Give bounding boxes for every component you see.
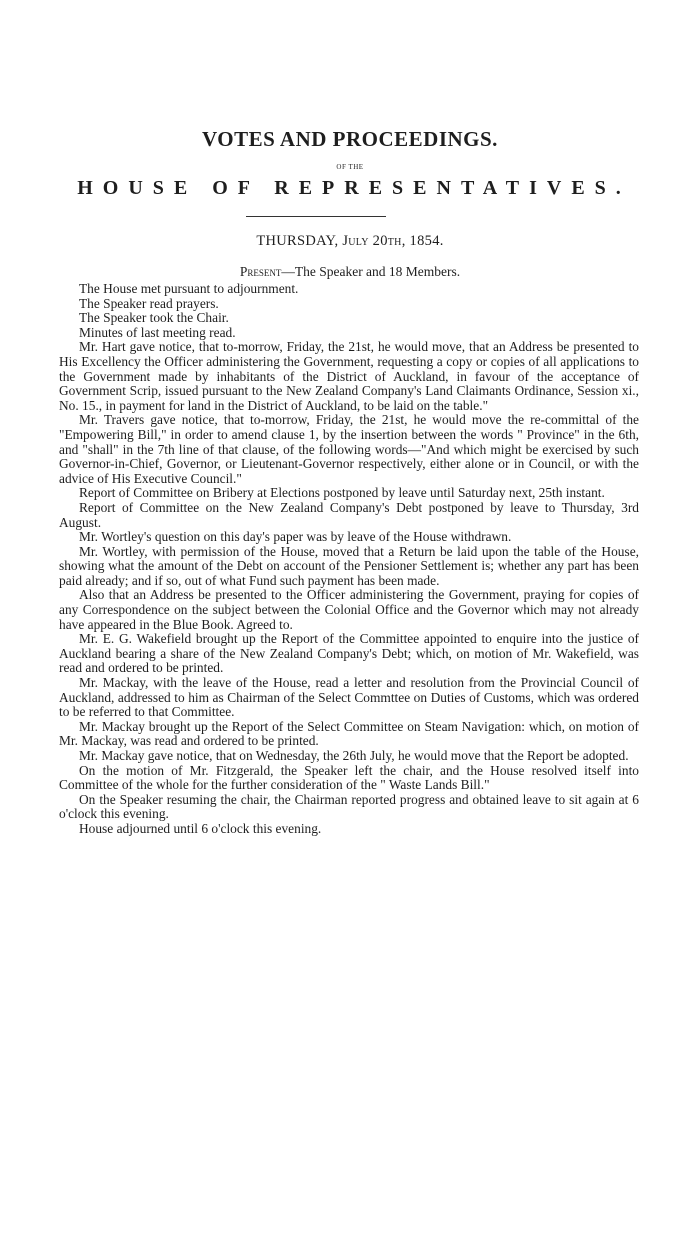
date-day: THURSDAY, xyxy=(256,233,339,249)
proceeding-paragraph: On the Speaker resuming the chair, the Chairman reported progress and obtained leave to sit again at 6 o'clock this evening. xyxy=(59,791,639,822)
proceeding-paragraph: Report of Committee on the New Zealand Company's Debt postponed by leave to Thursday, 3rd August. xyxy=(59,499,639,530)
proceeding-paragraph: Mr. Mackay brought up the Report of the Select Committee on Steam Navigation: which, on motion of Mr. Mackay, was read and ordered to be printed. xyxy=(59,718,639,749)
proceeding-paragraph: House adjourned until 6 o'clock this evening. xyxy=(79,820,322,836)
proceeding-paragraph: Mr. Mackay gave notice, that on Wednesday, the 26th July, he would move that the Report be adopted. xyxy=(79,748,629,763)
proceeding-paragraph: Also that an Address be presented to the Officer administering the Government, praying for copies of any Correspondence on the subject between the Colonial Office and the Governor which may not already have appeared in the Blue Book. Agreed to. xyxy=(59,587,639,632)
proceedings-body xyxy=(59,282,639,837)
proceeding-paragraph: The Speaker took the Chair. xyxy=(79,310,229,326)
proceeding-paragraph: Mr. Wortley, with permission of the House, moved that a Return be laid upon the table of the House, showing what the amount of the Debt on account of the Pensioner Settlement is; whether any part has been paid already; and if so, out of what Fund such payment has been made. xyxy=(59,543,639,588)
proceeding-paragraph: Mr. Travers gave notice, that to-morrow, Friday, the 21st, he would move the re-committal of the "Empowering Bill," in order to amend clause 1, by the insertion between the words " Province" in the 6th, and "shall" in the 7th line of that clause, of the following words—"And which might be exercised by such Governor-in-Chief, Governor, or Lieutenant-Governor respectively, either alone or in Council, or with the advice of His Executive Council." xyxy=(59,412,639,486)
of-the-subtitle: OF THE xyxy=(336,163,364,171)
proceeding-paragraph: Mr. Wortley's question on this day's paper was by leave of the House withdrawn. xyxy=(79,529,512,545)
proceeding-paragraph: Mr. Hart gave notice, that to-morrow, Friday, the 21st, he would move, that an Address be presented to His Excellency the Officer administering the Government, requesting a copy or copies of all applications to the Government made by inhabitants of the District of Auckland, in favour of the acceptance of Government Scrip, issued pursuant to the New Zealand Company's Land Claimants Ordinance, Session xi., No. 15., in payment for land in the District of Auckland, to be laid on the table." xyxy=(59,339,639,413)
date-month: July xyxy=(342,233,369,249)
present-line xyxy=(0,264,700,280)
present-label: Present xyxy=(239,264,282,279)
date-rest: 20th, 1854. xyxy=(372,233,444,249)
proceeding-paragraph: The Speaker read prayers. xyxy=(79,295,219,311)
proceeding-paragraph: On the motion of Mr. Fitzgerald, the Speaker left the chair, and the House resolved itself into Committee of the whole for the further consideration of the " Waste Lands Bill." xyxy=(59,762,639,793)
proceeding-paragraph: Mr. Mackay, with the leave of the House, read a letter and resolution from the Provincial Council of Auckland, addressed to him as Chairman of the Select Commttee on Duties of Customs, which was ordered to be referred to that Committee. xyxy=(59,675,639,720)
title-divider xyxy=(246,216,386,217)
document-title: VOTES AND PROCEEDINGS. xyxy=(202,127,498,151)
proceeding-paragraph: Report of Committee on Bribery at Elections postponed by leave until Saturday next, 25th instant. xyxy=(79,485,605,501)
proceeding-paragraph: Mr. E. G. Wakefield brought up the Report of the Committee appointed to enquire into the justice of Auckland bearing a share of the New Zealand Company's Debt; which, on motion of Mr. Wakefield, was read and ordered to be printed. xyxy=(59,631,639,676)
proceeding-paragraph: The House met pursuant to adjournment. xyxy=(79,281,299,296)
session-date xyxy=(0,233,700,250)
proceeding-paragraph: Minutes of last meeting read. xyxy=(79,324,236,340)
present-text: —The Speaker and 18 Members. xyxy=(281,264,461,279)
house-heading: HOUSE OF REPRESENTATIVES. xyxy=(77,177,631,199)
